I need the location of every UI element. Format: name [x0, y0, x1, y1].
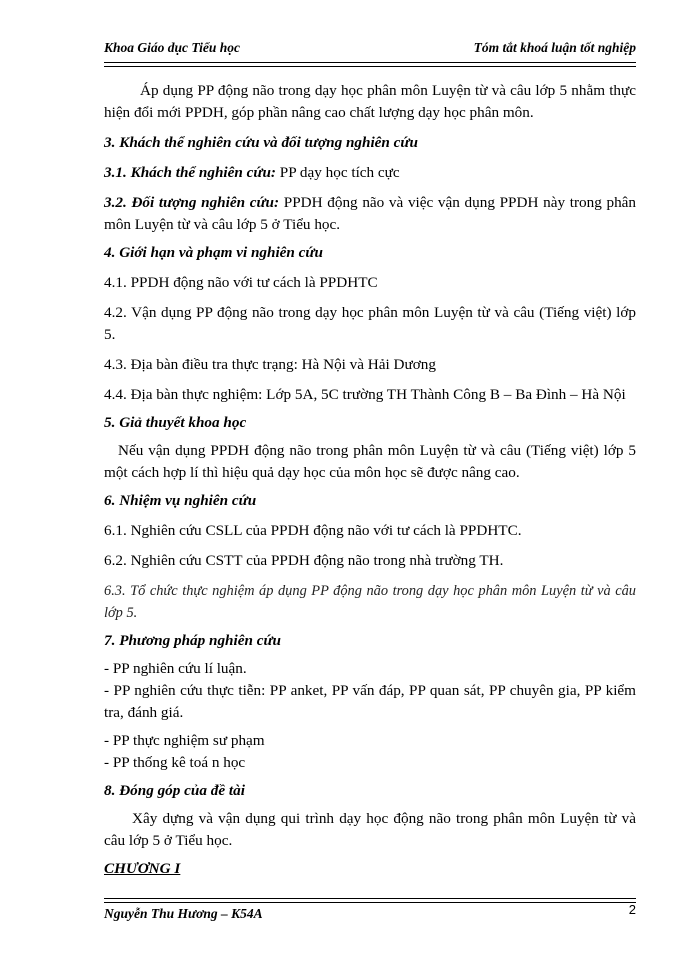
section-6-2: 6.2. Nghiên cứu CSTT của PPDH động não trong nhà trường TH.: [104, 552, 504, 569]
intro-paragraph: Áp dụng PP động não trong dạy học phân môn Luyện từ và câu lớp 5 nhằm thực hiện đổi mới PPDH, góp phần nâng cao chất lượng dạy học phân môn.: [104, 82, 636, 121]
footer-author: Nguyễn Thu Hương – K54A: [104, 906, 263, 921]
section-3-1: [104, 162, 636, 184]
section-3-2: [104, 192, 636, 236]
footer-rule-thick: [104, 902, 636, 903]
page-header: [104, 40, 636, 62]
section-7-item: - PP thống kê toá n học: [104, 754, 246, 771]
header-faculty: Khoa Giáo dục Tiểu học: [104, 40, 241, 55]
section-4-heading: 4. Giới hạn và phạm vi nghiên cứu: [104, 244, 323, 261]
page-number: 2: [628, 902, 636, 917]
section-8-text: Xây dựng và vận dụng qui trình dạy học động não trong phân môn Luyện từ và câu lớp 5 ở Tiểu học.: [104, 810, 636, 849]
footer-rule-thin: [104, 898, 636, 899]
section-6-heading: 6. Nhiệm vụ nghiên cứu: [104, 492, 257, 509]
section-7-heading: 7. Phương pháp nghiên cứu: [104, 632, 281, 649]
header-document-title: Tóm tắt khoá luận tốt nghiệp: [473, 40, 636, 55]
section-6-1: 6.1. Nghiên cứu CSLL của PPDH động não với tư cách là PPDHTC.: [104, 522, 522, 539]
page-footer: [104, 902, 636, 926]
section-7-item: - PP nghiên cứu lí luận.: [104, 660, 247, 677]
page-content: [104, 80, 636, 880]
section-5-heading: 5. Giả thuyết khoa học: [104, 414, 247, 431]
section-4-3: 4.3. Địa bàn điều tra thực trạng: Hà Nội và Hải Dương: [104, 356, 436, 373]
chapter-heading: CHƯƠNG I: [104, 860, 181, 877]
section-8-heading: 8. Đóng góp của đề tài: [104, 782, 245, 799]
section-6-3: 6.3. Tổ chức thực nghiệm áp dụng PP động não trong dạy học phân môn Luyện từ và câu lớp 5.: [104, 583, 636, 621]
section-4-1: 4.1. PPDH động não với tư cách là PPDHTC: [104, 274, 378, 291]
section-3-1-label: 3.1. Khách thể nghiên cứu:: [104, 164, 276, 181]
section-7-item: - PP nghiên cứu thực tiễn: PP anket, PP vấn đáp, PP quan sát, PP chuyên gia, PP kiểm tra, đánh giá.: [104, 682, 636, 721]
section-4-4: 4.4. Địa bàn thực nghiệm: Lớp 5A, 5C trường TH Thành Công B – Ba Đình – Hà Nội: [104, 386, 626, 403]
header-rule-thick: [104, 62, 636, 63]
section-3-heading: 3. Khách thể nghiên cứu và đối tượng nghiên cứu: [104, 134, 418, 151]
section-3-2-label: 3.2. Đối tượng nghiên cứu:: [104, 194, 280, 211]
header-rule-thin: [104, 66, 636, 67]
section-4-2: 4.2. Vận dụng PP động não trong dạy học phân môn Luyện từ và câu (Tiếng việt) lớp 5.: [104, 304, 636, 343]
section-5-text: Nếu vận dụng PPDH động não trong phân môn Luyện từ và câu (Tiếng việt) lớp 5 một cách hợp lí thì hiệu quả dạy học của môn học sẽ được nâng cao.: [104, 442, 636, 481]
section-3-2-text: PPDH động não và việc vận dụng PPDH này trong phân môn Luyện từ và câu lớp 5 ở Tiểu học.: [104, 194, 637, 233]
section-7-item: - PP thực nghiệm sư phạm: [104, 732, 265, 749]
section-3-1-text: PP dạy học tích cực: [275, 164, 400, 181]
